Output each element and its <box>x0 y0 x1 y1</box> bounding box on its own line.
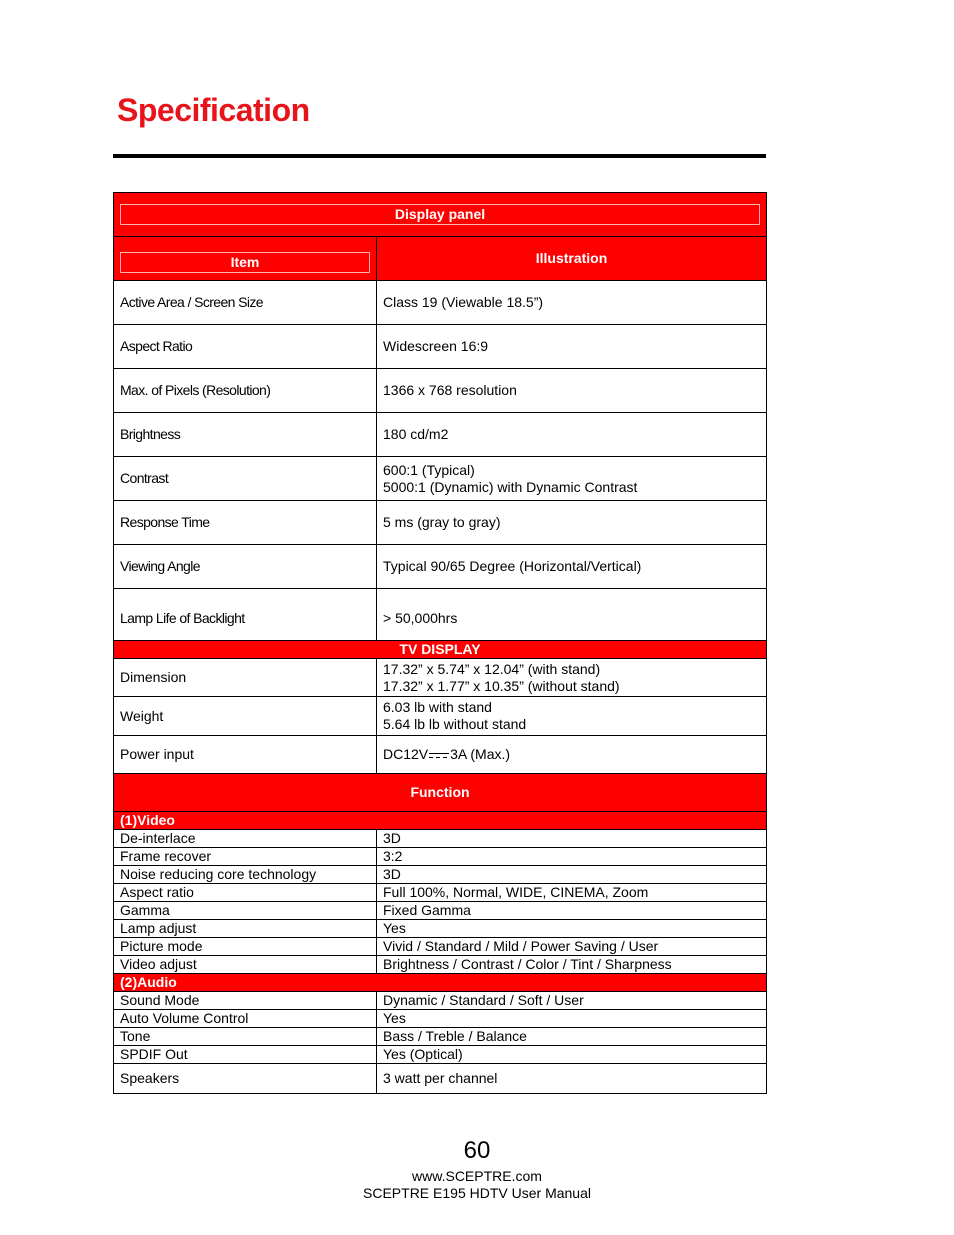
spec-value: 1366 x 768 resolution <box>377 369 767 413</box>
column-header-item <box>114 237 377 281</box>
table-row <box>114 866 767 884</box>
spec-item: Lamp adjust <box>114 920 377 938</box>
video-section-row <box>114 812 767 830</box>
column-header-row <box>114 237 767 281</box>
table-row <box>114 1028 767 1046</box>
table-row <box>114 920 767 938</box>
tv-display-header-row <box>114 641 767 659</box>
spec-item: Viewing Angle <box>114 545 377 589</box>
spec-item: Aspect ratio <box>114 884 377 902</box>
table-row <box>114 848 767 866</box>
spec-value-line: 6.03 lb with stand <box>383 699 492 715</box>
display-panel-header <box>114 193 767 237</box>
spec-value: Class 19 (Viewable 18.5”) <box>377 281 767 325</box>
table-row <box>114 884 767 902</box>
spec-value: 5 ms (gray to gray) <box>377 501 767 545</box>
spec-item: Lamp Life of Backlight <box>114 589 377 641</box>
spec-value <box>377 736 767 774</box>
title-rule <box>113 154 766 158</box>
manual-name: SCEPTRE E195 HDTV User Manual <box>363 1185 591 1201</box>
spec-value-line: 17.32” x 1.77” x 10.35” (without stand) <box>383 677 620 694</box>
spec-item: Active Area / Screen Size <box>114 281 377 325</box>
table-row <box>114 1010 767 1028</box>
spec-item: Tone <box>114 1028 377 1046</box>
page-title: Specification <box>117 92 310 128</box>
tv-display-header: TV DISPLAY <box>114 641 767 659</box>
spec-item: Picture mode <box>114 938 377 956</box>
table-row <box>114 325 767 369</box>
table-row <box>114 938 767 956</box>
spec-value: Typical 90/65 Degree (Horizontal/Vertical) <box>377 545 767 589</box>
table-row <box>114 545 767 589</box>
video-section-header: (1)Video <box>114 812 767 830</box>
spec-item: De-interlace <box>114 830 377 848</box>
spec-value: > 50,000hrs <box>377 589 767 641</box>
table-row <box>114 1064 767 1094</box>
spec-item: Speakers <box>114 1064 377 1094</box>
spec-value: Vivid / Standard / Mild / Power Saving / User <box>377 938 767 956</box>
spec-table <box>113 192 767 1094</box>
spec-item: SPDIF Out <box>114 1046 377 1064</box>
spec-value: Bass / Treble / Balance <box>377 1028 767 1046</box>
spec-value: 3 watt per channel <box>377 1064 767 1094</box>
spec-item: Contrast <box>114 457 377 501</box>
spec-value-line: 600:1 (Typical) <box>383 461 475 478</box>
table-row <box>114 589 767 641</box>
spec-value: 3D <box>377 866 767 884</box>
spec-value: Widescreen 16:9 <box>377 325 767 369</box>
spec-value: 3:2 <box>377 848 767 866</box>
spec-item: Dimension <box>114 659 377 697</box>
table-row <box>114 281 767 325</box>
table-row <box>114 413 767 457</box>
function-header-row <box>114 774 767 812</box>
spec-value <box>377 697 767 736</box>
audio-section-row <box>114 974 767 992</box>
spec-item: Power input <box>114 736 377 774</box>
spec-item: Video adjust <box>114 956 377 974</box>
spec-value: Full 100%, Normal, WIDE, CINEMA, Zoom <box>377 884 767 902</box>
spec-value: Dynamic / Standard / Soft / User <box>377 992 767 1010</box>
power-input-prefix: DC12V <box>383 746 429 762</box>
table-row <box>114 1046 767 1064</box>
table-row <box>114 902 767 920</box>
table-row <box>114 659 767 697</box>
spec-item: Max. of Pixels (Resolution) <box>114 369 377 413</box>
spec-item: Gamma <box>114 902 377 920</box>
dc-current-icon <box>428 751 450 760</box>
spec-item: Aspect Ratio <box>114 325 377 369</box>
column-header-item-label: Item <box>120 252 370 273</box>
spec-item: Weight <box>114 697 377 736</box>
table-row <box>114 992 767 1010</box>
spec-value: Yes <box>377 1010 767 1028</box>
spec-value: Yes <box>377 920 767 938</box>
table-row <box>114 830 767 848</box>
page-number: 60 <box>463 1137 491 1164</box>
display-panel-header-label: Display panel <box>120 204 760 225</box>
table-row <box>114 956 767 974</box>
spec-item: Response Time <box>114 501 377 545</box>
table-row <box>114 697 767 736</box>
spec-value: Brightness / Contrast / Color / Tint / Sharpness <box>377 956 767 974</box>
spec-item: Sound Mode <box>114 992 377 1010</box>
spec-value: 180 cd/m2 <box>377 413 767 457</box>
spec-value-line: 17.32” x 5.74” x 12.04” (with stand) <box>383 660 601 677</box>
spec-value-line: 5.64 lb lb without stand <box>383 716 527 732</box>
spec-item: Frame recover <box>114 848 377 866</box>
function-header: Function <box>114 774 767 812</box>
column-header-illustration: Illustration <box>377 237 767 281</box>
spec-value-line: 5000:1 (Dynamic) with Dynamic Contrast <box>383 478 638 495</box>
power-input-suffix: 3A (Max.) <box>450 746 511 762</box>
audio-section-header: (2)Audio <box>114 974 767 992</box>
website-link: www.SCEPTRE.com <box>412 1168 542 1184</box>
spec-value: 3D <box>377 830 767 848</box>
spec-item: Brightness <box>114 413 377 457</box>
spec-value <box>377 659 767 697</box>
table-row <box>114 369 767 413</box>
spec-value: Yes (Optical) <box>377 1046 767 1064</box>
table-row <box>114 736 767 774</box>
spec-value <box>377 457 767 501</box>
table-row <box>114 501 767 545</box>
display-panel-header-row <box>114 193 767 237</box>
spec-item: Noise reducing core technology <box>114 866 377 884</box>
table-row <box>114 457 767 501</box>
spec-value: Fixed Gamma <box>377 902 767 920</box>
spec-item: Auto Volume Control <box>114 1010 377 1028</box>
